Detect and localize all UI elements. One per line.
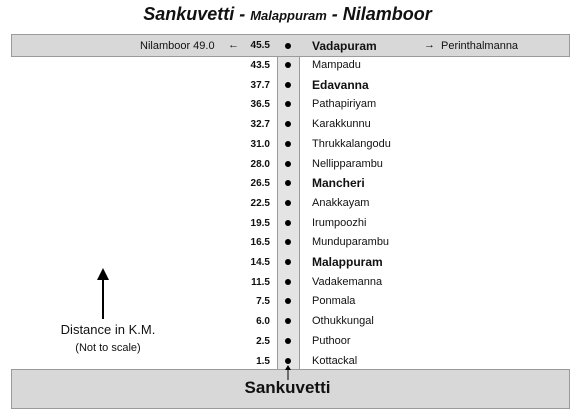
- stop-row: [0, 273, 575, 292]
- km-label: 37.7: [250, 79, 270, 91]
- km-label: 2.5: [256, 335, 270, 347]
- legend-title: Distance in K.M.: [60, 322, 156, 337]
- stop-row: [0, 56, 575, 75]
- right-destination: Perinthalmanna: [441, 40, 519, 52]
- stop-dot: [285, 358, 291, 364]
- stop-dot: [285, 121, 291, 127]
- stop-row: [0, 115, 575, 134]
- top-row: [0, 35, 575, 57]
- stop-row: [0, 194, 575, 213]
- stop-name: Karakkunnu: [312, 118, 371, 131]
- title-left: Sankuvetti -: [143, 4, 251, 24]
- stop-name: Kottackal: [312, 354, 358, 367]
- stop-row: [0, 155, 575, 174]
- stop-name: Malappuram: [312, 255, 383, 269]
- km-label: 16.5: [250, 237, 270, 249]
- stop-dot: [285, 62, 291, 68]
- stop-dot: [285, 200, 291, 206]
- km-label: 32.7: [250, 119, 270, 131]
- stop-dot: [285, 101, 291, 107]
- stop-name: Anakkayam: [312, 196, 370, 209]
- right-arrow-icon: →: [424, 39, 435, 51]
- stop-name: Thrukkalangodu: [312, 137, 391, 150]
- stop-name: Puthoor: [312, 334, 351, 347]
- stop-dot: [285, 161, 291, 167]
- origin-station: Sankuvetti: [244, 378, 331, 397]
- stop-dot: [285, 298, 291, 304]
- page-title: [0, 4, 575, 25]
- km-label: 1.5: [256, 355, 270, 367]
- stop-dot: [285, 318, 291, 324]
- legend-note: (Not to scale): [75, 342, 141, 354]
- km-label: 31.0: [250, 138, 270, 150]
- km-label: 43.5: [250, 60, 270, 71]
- title-middle: Malappuram: [250, 8, 327, 23]
- stop-name: Mampadu: [312, 59, 361, 71]
- legend: [48, 321, 168, 357]
- stop-row: [0, 214, 575, 233]
- stop-dot: [285, 82, 291, 88]
- km-label-top: 45.5: [250, 40, 270, 51]
- title-right: - Nilamboor: [326, 4, 432, 24]
- stop-name: Othukkungal: [312, 315, 374, 328]
- km-label: 26.5: [250, 178, 270, 190]
- km-label: 22.5: [250, 197, 270, 209]
- station-top: Vadapuram: [312, 39, 377, 53]
- stop-name: Mancheri: [312, 176, 365, 191]
- km-label: 11.5: [251, 276, 270, 288]
- left-destination: Nilamboor 49.0: [140, 40, 215, 52]
- stop-name: Munduparambu: [312, 236, 390, 249]
- km-label: 7.5: [256, 296, 270, 308]
- stop-dot: [285, 220, 291, 226]
- stop-dot: [285, 338, 291, 344]
- stop-name: Vadakemanna: [312, 275, 383, 288]
- stop-dot-top: [285, 43, 291, 49]
- stop-name: Ponmala: [312, 295, 356, 308]
- stop-dot: [285, 259, 291, 265]
- stop-dot: [285, 180, 291, 186]
- legend-up-arrow-icon: [96, 268, 110, 320]
- stop-name: Pathapiriyam: [312, 98, 377, 111]
- km-label: 28.0: [250, 158, 270, 170]
- stop-row: [0, 292, 575, 311]
- stop-row: [0, 233, 575, 252]
- stop-dot: [285, 141, 291, 147]
- stop-row: [0, 135, 575, 154]
- stop-row: [0, 253, 575, 272]
- km-label: 19.5: [250, 217, 270, 229]
- stop-name: Nellipparambu: [312, 157, 383, 170]
- km-label: 6.0: [256, 316, 270, 328]
- stop-row: [0, 174, 575, 193]
- stop-name: Irumpoozhi: [312, 216, 367, 229]
- km-label: 36.5: [250, 99, 270, 111]
- km-label: 14.5: [250, 257, 270, 268]
- stop-row: [0, 95, 575, 114]
- stop-dot: [285, 279, 291, 285]
- stop-dot: [285, 239, 291, 245]
- stop-row: [0, 76, 575, 95]
- stop-name: Edavanna: [312, 77, 369, 92]
- left-arrow-icon: ←: [228, 39, 239, 51]
